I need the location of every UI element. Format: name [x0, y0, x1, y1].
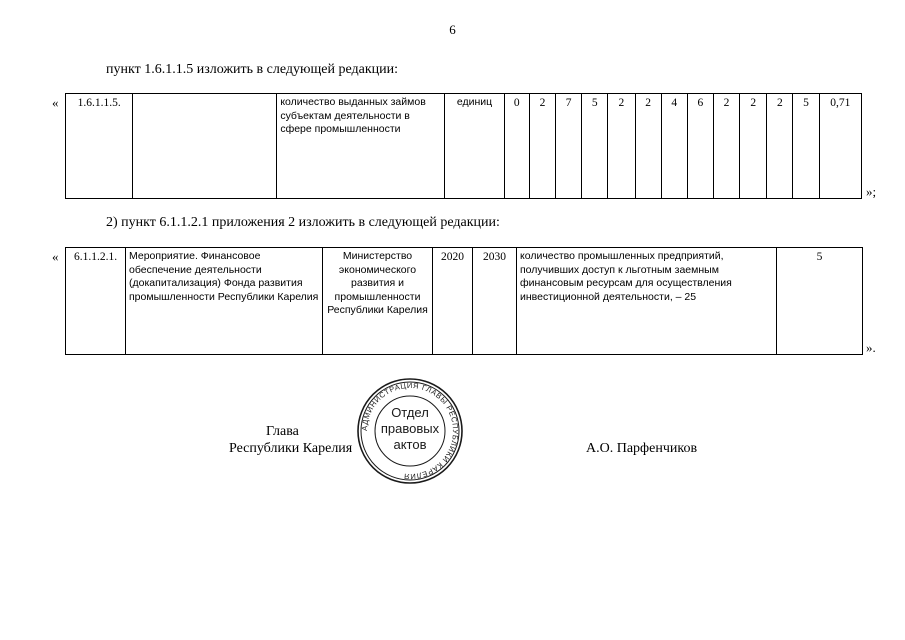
- signature-title-line1: Глава: [266, 424, 299, 439]
- section1-open-quote: «: [52, 95, 59, 110]
- row-event: Мероприятие. Финансовое обеспечение деятельности (докапитализация) Фонда развития промышленности Республики Карелия: [126, 248, 323, 355]
- section1-table: [65, 93, 862, 199]
- signature-title-line2: Республики Карелия: [229, 441, 353, 456]
- row-value: 2: [608, 94, 635, 199]
- section1-intro: пункт 1.6.1.1.5 изложить в следующей редакции:: [106, 62, 398, 77]
- row-value: 5: [793, 94, 819, 199]
- row-value: 2: [529, 94, 555, 199]
- section1-table-row: [66, 94, 862, 199]
- row-year-start: 2020: [433, 248, 473, 355]
- row-value: 2: [713, 94, 739, 199]
- row-value: 5: [582, 94, 608, 199]
- row-result: количество промышленных предприятий, получивших доступ к льготным заемным финансовым ресурсам для осуществления инвестиционной деятельности, – 25: [517, 248, 777, 355]
- section2-open-quote: «: [52, 249, 59, 264]
- stamp-line3: актов: [393, 437, 427, 452]
- row-indicator: количество выданных займов субъектам деятельности в сфере промышленности: [277, 94, 445, 199]
- row-code: 6.1.1.2.1.: [66, 248, 126, 355]
- signature-name: А.О. Парфенчиков: [586, 441, 698, 456]
- section2-table-row: [66, 248, 863, 355]
- section2-table: [65, 247, 863, 355]
- row-unit: единиц: [445, 94, 504, 199]
- section2-close-quote: ».: [866, 340, 876, 355]
- row-value: 7: [556, 94, 582, 199]
- stamp-ring-text: АДМИНИСТРАЦИЯ ГЛАВЫ РЕСПУБЛИКИ КАРЕЛИЯ: [359, 380, 461, 482]
- row-value: 0,71: [819, 94, 861, 199]
- official-stamp: [350, 376, 470, 486]
- row-value: 2: [635, 94, 661, 199]
- page-number: 6: [449, 22, 456, 37]
- row-value: 5: [777, 248, 863, 355]
- row-code: 1.6.1.1.5.: [66, 94, 133, 199]
- row-value: 2: [740, 94, 767, 199]
- stamp-seal-icon: [350, 376, 470, 486]
- stamp-line1: Отдел: [391, 405, 429, 420]
- row-value: 2: [767, 94, 793, 199]
- section1-close-quote: »;: [866, 184, 877, 199]
- row-value: 6: [687, 94, 713, 199]
- section2-intro: 2) пункт 6.1.1.2.1 приложения 2 изложить в следующей редакции:: [106, 215, 500, 230]
- row-year-end: 2030: [473, 248, 517, 355]
- row-ministry: Министерство экономического развития и промышленности Республики Карелия: [323, 248, 433, 355]
- row-value: 4: [661, 94, 687, 199]
- row-empty-cell: [133, 94, 277, 199]
- row-value: 0: [504, 94, 529, 199]
- stamp-line2: правовых: [380, 421, 440, 436]
